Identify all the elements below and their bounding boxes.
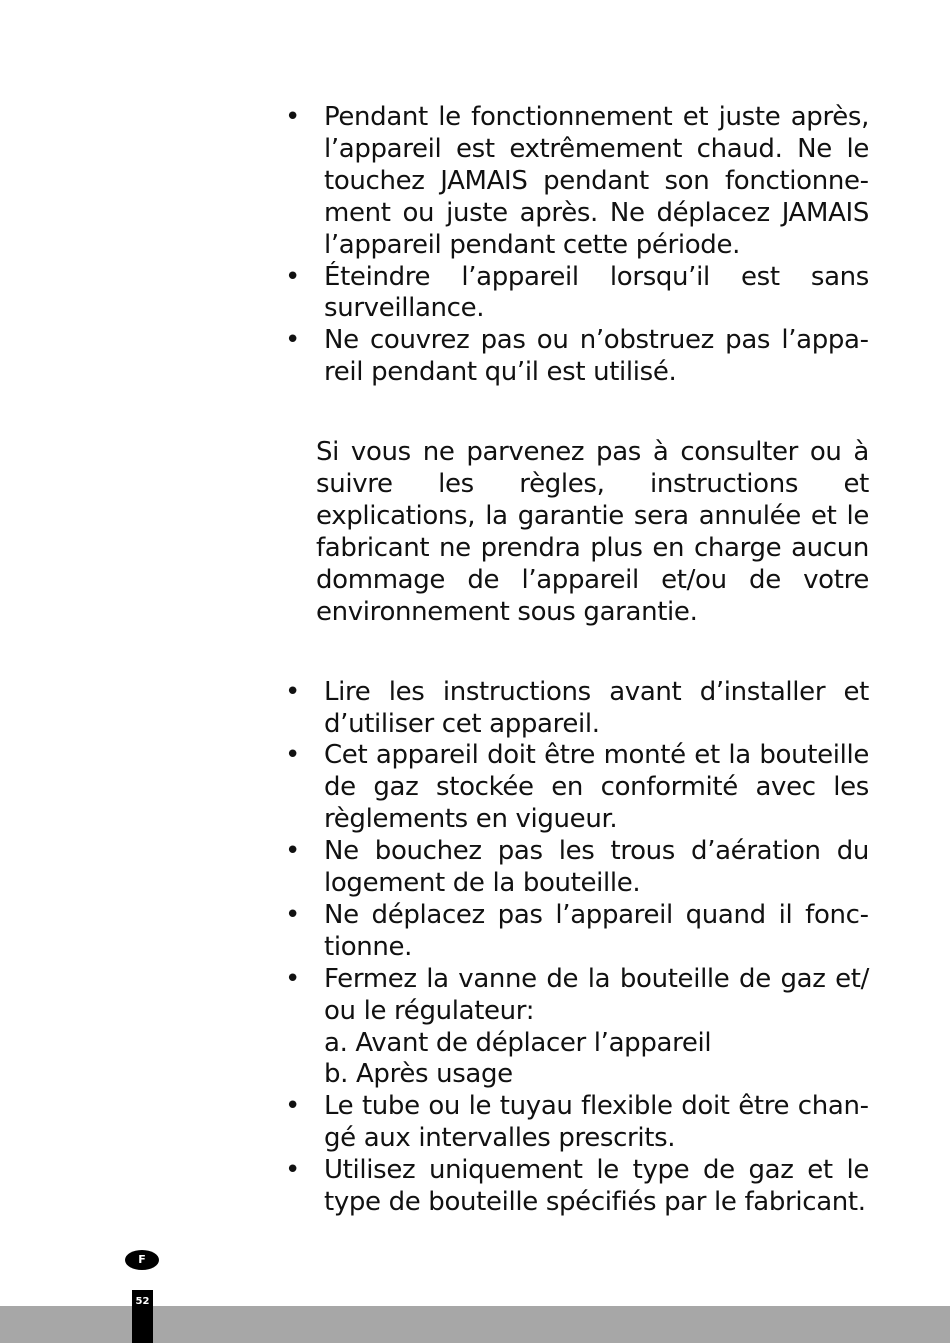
list-item-text: Pendant le fonctionnement et juste après, l’appareil est extrêmement chaud. Ne le touchez JAMAIS pendant son fonctionnement ou juste après. Ne déplacez JAMAIS l’appareil pendant cette période.	[324, 102, 869, 260]
bullet-icon: •	[285, 676, 300, 707]
list-item-text: Ne bouchez pas les trous d’aération du logement de la bouteille.	[324, 836, 869, 899]
list-item	[283, 964, 869, 1092]
list-item-text: Le tube ou le tuyau flexible doit être changé aux intervalles prescrits.	[324, 1091, 869, 1154]
list-item	[283, 1091, 869, 1155]
list-item-text: Utilisez uniquement le type de gaz et le type de bouteille spécifiés par le fabricant.	[324, 1155, 869, 1218]
list-item-text: Éteindre l’appareil lorsqu’il est sans surveillance.	[324, 261, 869, 324]
bullet-icon: •	[285, 963, 300, 994]
bullet-icon: •	[285, 899, 300, 930]
language-badge: F	[125, 1250, 159, 1270]
warranty-paragraph: Si vous ne parvenez pas à consulter ou à suivre les règles, instructions et explications, la garantie sera annulée et le fabricant ne prendra plus en charge aucun dommage de l’appareil et/ou de votre environnement sous garantie.	[316, 437, 869, 627]
safety-list-1	[283, 102, 869, 389]
list-item-text: Ne déplacez pas l’appareil quand il fonctionne.	[324, 899, 869, 962]
main-text-column	[283, 102, 869, 1219]
bullet-icon: •	[285, 102, 300, 132]
list-item	[283, 677, 869, 741]
list-item	[283, 740, 869, 836]
page-number: 52	[132, 1290, 153, 1343]
bullet-icon: •	[285, 1091, 300, 1122]
sub-item-b: b. Après usage	[324, 1059, 513, 1090]
safety-list-2	[283, 677, 869, 1219]
list-item	[283, 262, 869, 326]
list-item	[283, 900, 869, 964]
sub-item-a: a. Avant de déplacer l’appareil	[324, 1027, 712, 1058]
bullet-icon: •	[285, 325, 300, 356]
list-item	[283, 836, 869, 900]
list-item-text: Fermez la vanne de la bouteille de gaz et/ ou le régulateur:	[324, 963, 869, 1026]
bullet-icon: •	[285, 1155, 300, 1186]
bullet-icon: •	[285, 740, 300, 771]
list-item-text: Cet appareil doit être monté et la bouteille de gaz stockée en conformité avec les règlements en vigueur.	[324, 740, 869, 835]
list-item	[283, 325, 869, 389]
bullet-icon: •	[285, 261, 300, 292]
list-item	[283, 102, 869, 262]
list-item-text: Lire les instructions avant d’installer et d’utiliser cet appareil.	[324, 676, 869, 739]
list-item	[283, 1155, 869, 1219]
bullet-icon: •	[285, 836, 300, 867]
list-item-text: Ne couvrez pas ou n’obstruez pas l’appareil pendant qu’il est utilisé.	[324, 325, 869, 388]
